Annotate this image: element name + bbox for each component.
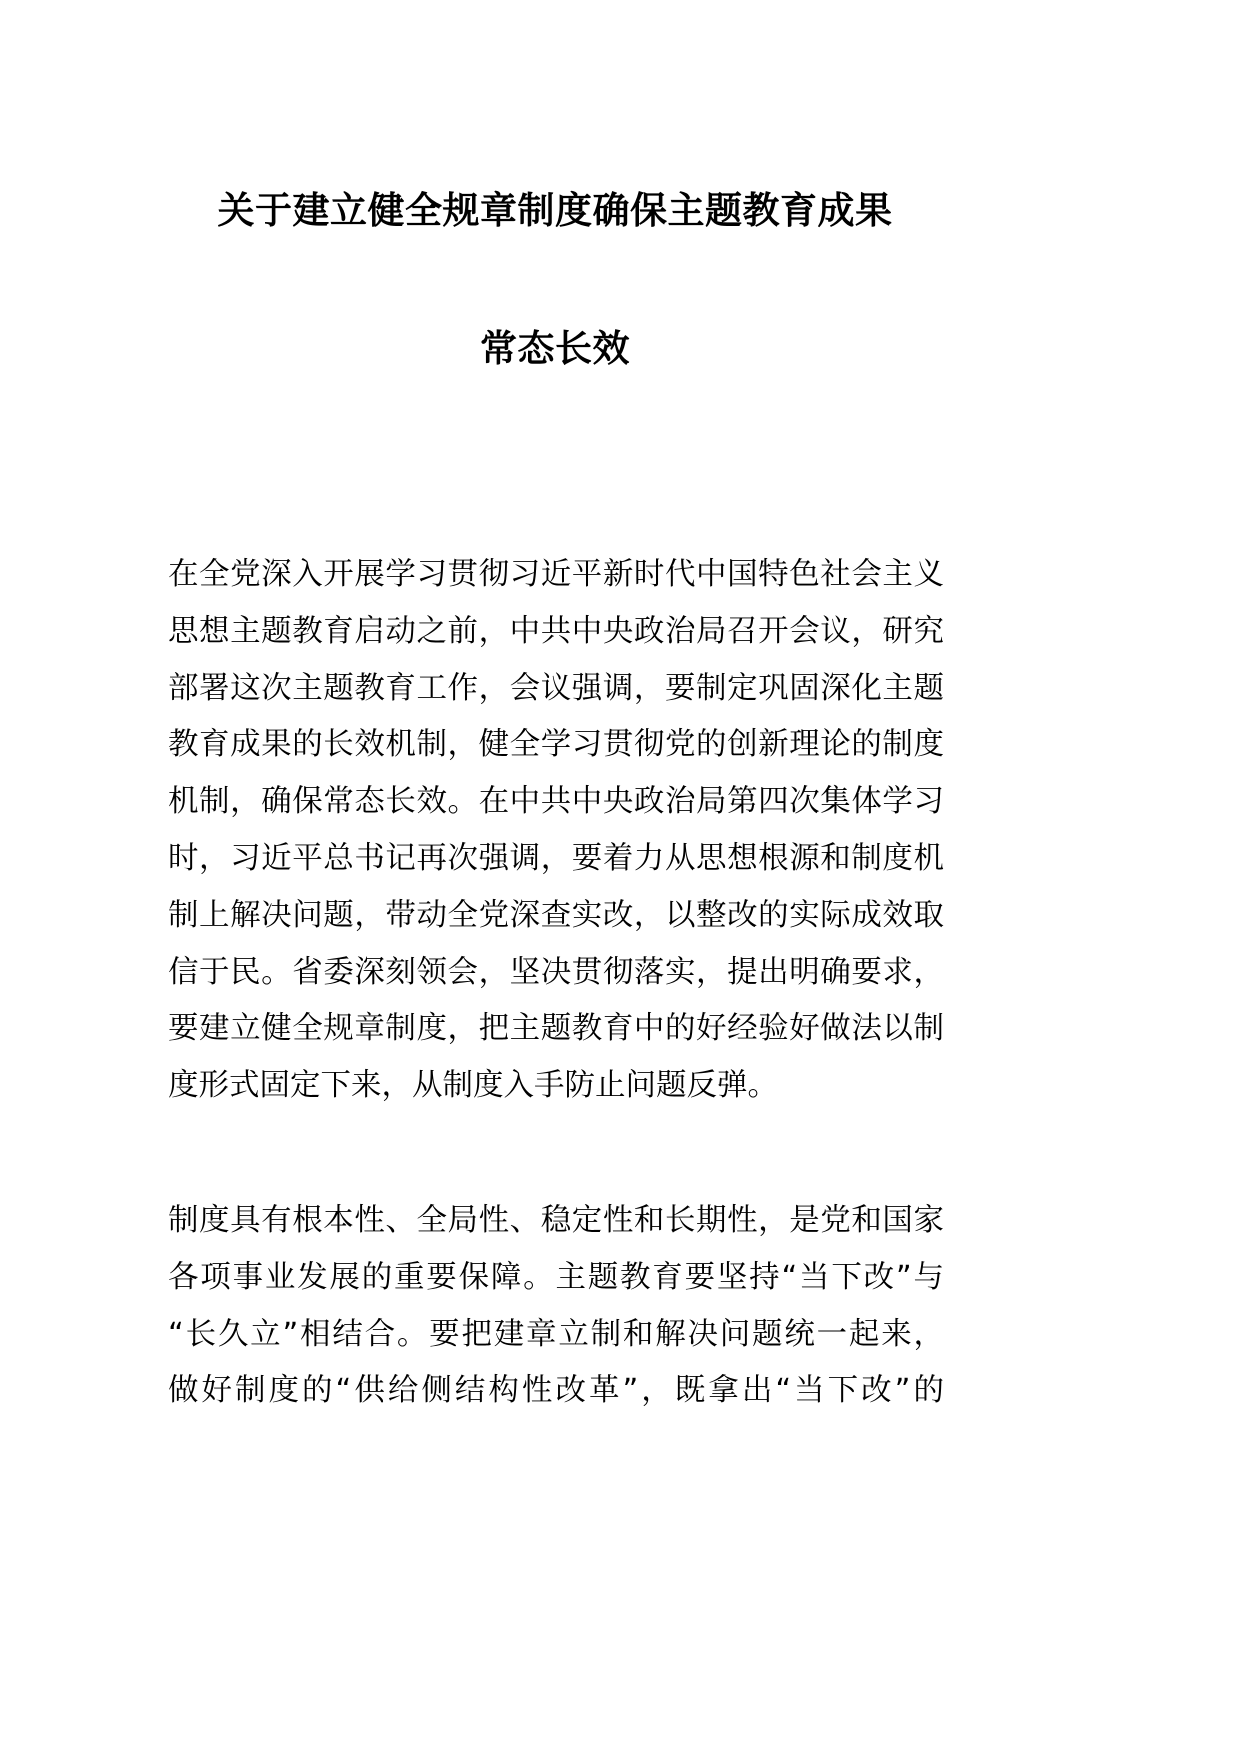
paragraph-2 (168, 1193, 944, 1420)
paragraph-line: 做好制度的“供给侧结构性改革”，既拿出“当下改”的 (168, 1373, 944, 1409)
paragraph-line: 时，习近平总书记再次强调，要着力从思想根源和制度机 (168, 840, 944, 876)
paragraph-1 (168, 547, 944, 1115)
paragraph-line: 教育成果的长效机制，健全学习贯彻党的创新理论的制度 (168, 727, 944, 763)
paragraph-line: 部署这次主题教育工作，会议强调，要制定巩固深化主题 (168, 670, 944, 706)
paragraph-line: 机制，确保常态长效。在中共中央政治局第四次集体学习 (168, 784, 944, 820)
document-title-line-2: 常态长效 (480, 327, 630, 370)
paragraph-line: 思想主题教育启动之前，中共中央政治局召开会议，研究 (168, 613, 944, 649)
paragraph-line: 在全党深入开展学习贯彻习近平新时代中国特色社会主义 (168, 557, 944, 592)
paragraph-line: 制度具有根本性、全局性、稳定性和长期性，是党和国家 (168, 1203, 944, 1238)
paragraph-line: 信于民。省委深刻领会，坚决贯彻落实，提出明确要求， (168, 954, 944, 990)
paragraph-line: “长久立”相结合。要把建章立制和解决问题统一起来， (168, 1316, 944, 1352)
paragraph-line: 制上解决问题，带动全党深查实改，以整改的实际成效取 (168, 897, 944, 933)
paragraph-line: 各项事业发展的重要保障。主题教育要坚持“当下改”与 (168, 1259, 944, 1295)
paragraph-line: 要建立健全规章制度，把主题教育中的好经验好做法以制 (168, 1011, 944, 1047)
document-title-line-1: 关于建立健全规章制度确保主题教育成果 (217, 189, 893, 232)
paragraph-line: 度形式固定下来，从制度入手防止问题反弹。 (168, 1068, 778, 1104)
